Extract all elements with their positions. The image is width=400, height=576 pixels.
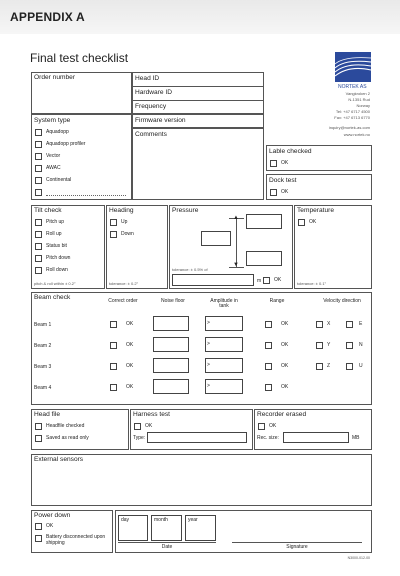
column-header: Range <box>269 298 285 304</box>
checkbox[interactable] <box>270 160 277 167</box>
tilt-check-title: Tilt check <box>34 207 62 214</box>
checkbox[interactable] <box>263 277 270 284</box>
checkbox[interactable] <box>265 384 272 391</box>
pressure-unit: m <box>257 278 262 284</box>
checkbox[interactable] <box>110 342 117 349</box>
direction-label: E <box>359 321 363 327</box>
address-line: Tel: +47 6717 4500 <box>335 109 370 114</box>
amplitude-field[interactable] <box>205 316 243 331</box>
noise-floor-field[interactable] <box>153 316 189 331</box>
frequency-label: Frequency <box>135 103 167 110</box>
beam-label: Beam 1 <box>34 322 52 328</box>
date-month-label: month <box>154 517 168 523</box>
checkbox[interactable] <box>298 219 305 226</box>
amplitude-field[interactable] <box>205 358 243 373</box>
column-header: Amplitude in tank <box>210 298 238 309</box>
pressure-mid-field[interactable] <box>201 231 231 246</box>
power-down-title: Power down <box>34 512 71 519</box>
beam-check-title: Beam check <box>34 294 71 301</box>
beam-label: Beam 2 <box>34 343 52 349</box>
tilt-item: Roll down <box>46 267 68 273</box>
harness-type-field[interactable] <box>147 432 247 443</box>
system-type-title: System type <box>34 117 71 124</box>
logo-text: NORTEK AS <box>338 84 367 90</box>
tilt-item: Status bit <box>46 243 67 249</box>
system-type-item: Vector <box>46 153 61 159</box>
head-file-item: Saved as read only <box>46 435 89 441</box>
tilt-note: pitch & roll within ± 0.2° <box>34 281 76 286</box>
address-line: Vangkroken 2 <box>345 91 370 96</box>
checkbox[interactable] <box>265 321 272 328</box>
arrow-down-icon: ▼ <box>233 262 239 268</box>
firmware-label: Firmware version <box>135 117 186 124</box>
order-number-label: Order number <box>34 74 76 81</box>
appendix-title: APPENDIX A <box>10 10 85 24</box>
ok-label: OK <box>309 219 317 225</box>
noise-floor-field[interactable] <box>153 379 189 394</box>
hardware-id-label: Hardware ID <box>135 89 173 96</box>
direction-label: U <box>359 363 363 369</box>
column-header: Velocity direction <box>323 298 361 304</box>
other-line[interactable] <box>46 195 126 196</box>
checkbox[interactable] <box>35 189 42 196</box>
pressure-tolerance-field[interactable] <box>172 274 254 286</box>
system-type-item: Aquadopp <box>46 129 69 135</box>
checkbox[interactable] <box>35 423 42 430</box>
heading-box <box>106 205 168 289</box>
ok-label: OK <box>126 321 134 327</box>
checkbox[interactable] <box>346 321 353 328</box>
checkbox[interactable] <box>110 231 117 238</box>
checkbox[interactable] <box>35 153 42 160</box>
address-line: inquiry@nortek-as.com <box>328 125 370 130</box>
checkbox[interactable] <box>110 363 117 370</box>
nortek-logo <box>335 52 371 82</box>
address-line: N-1351 Rud <box>348 97 370 102</box>
checkbox[interactable] <box>35 177 42 184</box>
comments-label: Comments <box>135 131 167 138</box>
checkbox[interactable] <box>258 423 265 430</box>
heading-note: tolerance: ± 0.2° <box>109 281 139 286</box>
checkbox[interactable] <box>316 363 323 370</box>
signature-line[interactable] <box>232 542 362 543</box>
ok-label: OK <box>126 384 134 390</box>
checkbox[interactable] <box>35 523 42 530</box>
rec-size-field[interactable] <box>283 432 349 443</box>
checkbox[interactable] <box>110 219 117 226</box>
temperature-box <box>294 205 372 289</box>
power-down-item: Battery disconnected upon shipping <box>46 534 106 546</box>
pressure-title: Pressure <box>172 207 199 214</box>
checkbox[interactable] <box>270 189 277 196</box>
address-line: www.nortek.no <box>343 132 370 137</box>
tilt-item: Roll up <box>46 231 62 237</box>
system-type-item: Continental <box>46 177 72 183</box>
checkbox[interactable] <box>35 255 42 262</box>
beam-label: Beam 4 <box>34 385 52 391</box>
ok-label: OK <box>126 342 134 348</box>
recorder-erased-title: Recorder erased <box>257 411 307 418</box>
power-down-item: OK <box>46 523 54 529</box>
external-sensors-title: External sensors <box>34 456 84 463</box>
checkbox[interactable] <box>346 342 353 349</box>
head-file-item: Headfile checked <box>46 423 85 429</box>
heading-title: Heading <box>109 207 134 214</box>
pressure-depth-line <box>236 218 237 267</box>
checkbox[interactable] <box>35 535 42 542</box>
type-label: Type: <box>133 435 146 441</box>
ok-label: OK <box>274 277 282 283</box>
rec-size-label: Rec. size: <box>257 435 279 441</box>
ok-label: OK <box>281 321 289 327</box>
comments-box[interactable] <box>132 128 264 200</box>
date-day-label: day <box>121 517 130 523</box>
ok-label: OK <box>145 423 153 429</box>
date-line <box>118 542 216 543</box>
noise-floor-field[interactable] <box>153 358 189 373</box>
ok-label: OK <box>281 342 289 348</box>
dock-test-title: Dock test <box>269 177 297 184</box>
checkbox[interactable] <box>316 342 323 349</box>
checkbox[interactable] <box>35 165 42 172</box>
checkbox[interactable] <box>316 321 323 328</box>
checkbox[interactable] <box>110 321 117 328</box>
checkbox[interactable] <box>265 363 272 370</box>
tilt-check-box <box>31 205 105 289</box>
direction-label: Y <box>327 342 331 348</box>
page-title: Final test checklist <box>30 51 129 65</box>
ok-label: OK <box>281 384 289 390</box>
harness-test-title: Harness test <box>133 411 171 418</box>
checkbox[interactable] <box>35 219 42 226</box>
label-checked-title: Lable checked <box>269 148 312 155</box>
checkbox[interactable] <box>35 231 42 238</box>
footer-code: N3000-012-00 <box>347 556 370 560</box>
heading-item: Down <box>121 231 134 237</box>
system-type-item: Aquadopp profiler <box>46 141 86 147</box>
ok-label: OK <box>281 363 289 369</box>
rec-size-unit: MB <box>352 435 360 441</box>
column-header: Noise floor <box>161 298 185 304</box>
checkbox[interactable] <box>35 141 42 148</box>
ok-label: OK <box>281 189 289 195</box>
direction-label: N <box>359 342 363 348</box>
signature-label: Signature <box>286 544 308 550</box>
pressure-note: tolerance: ± 0.5% of <box>172 267 208 272</box>
pressure-bottom-field[interactable] <box>246 251 282 266</box>
checkbox[interactable] <box>265 342 272 349</box>
checkbox[interactable] <box>134 423 141 430</box>
tilt-item: Pitch up <box>46 219 65 225</box>
head-id-label: Head ID <box>135 75 160 82</box>
temperature-note: tolerance: ± 0.1° <box>297 281 327 286</box>
divider <box>132 100 264 101</box>
ok-label: OK <box>269 423 277 429</box>
date-year-label: year <box>188 517 198 523</box>
ok-label: OK <box>126 363 134 369</box>
tilt-item: Pitch down <box>46 255 71 261</box>
address-line: Fax: +47 6713 6770 <box>334 115 370 120</box>
pressure-top-field[interactable] <box>246 214 282 229</box>
date-label: Date <box>161 544 173 550</box>
address-line: Norway <box>356 103 370 108</box>
gt-label: > <box>207 362 210 368</box>
checkbox[interactable] <box>35 267 42 274</box>
divider <box>132 86 264 87</box>
checkbox[interactable] <box>110 384 117 391</box>
checkbox[interactable] <box>346 363 353 370</box>
beam-label: Beam 3 <box>34 364 52 370</box>
checkbox[interactable] <box>35 435 42 442</box>
gt-label: > <box>207 320 210 326</box>
system-type-item: AWAC <box>46 165 61 171</box>
head-file-title: Head file <box>34 411 61 418</box>
gt-label: > <box>207 383 210 389</box>
amplitude-field[interactable] <box>205 337 243 352</box>
ok-label: OK <box>281 160 289 166</box>
appendix-header <box>0 0 400 34</box>
amplitude-field[interactable] <box>205 379 243 394</box>
heading-item: Up <box>121 219 128 225</box>
column-header: Correct order <box>108 298 138 304</box>
direction-label: Z <box>327 363 331 369</box>
checkbox[interactable] <box>35 243 42 250</box>
temperature-title: Temperature <box>297 207 335 214</box>
noise-floor-field[interactable] <box>153 337 189 352</box>
direction-label: X <box>327 321 331 327</box>
arrow-up-icon: ▲ <box>233 215 239 221</box>
gt-label: > <box>207 341 210 347</box>
checkbox[interactable] <box>35 129 42 136</box>
